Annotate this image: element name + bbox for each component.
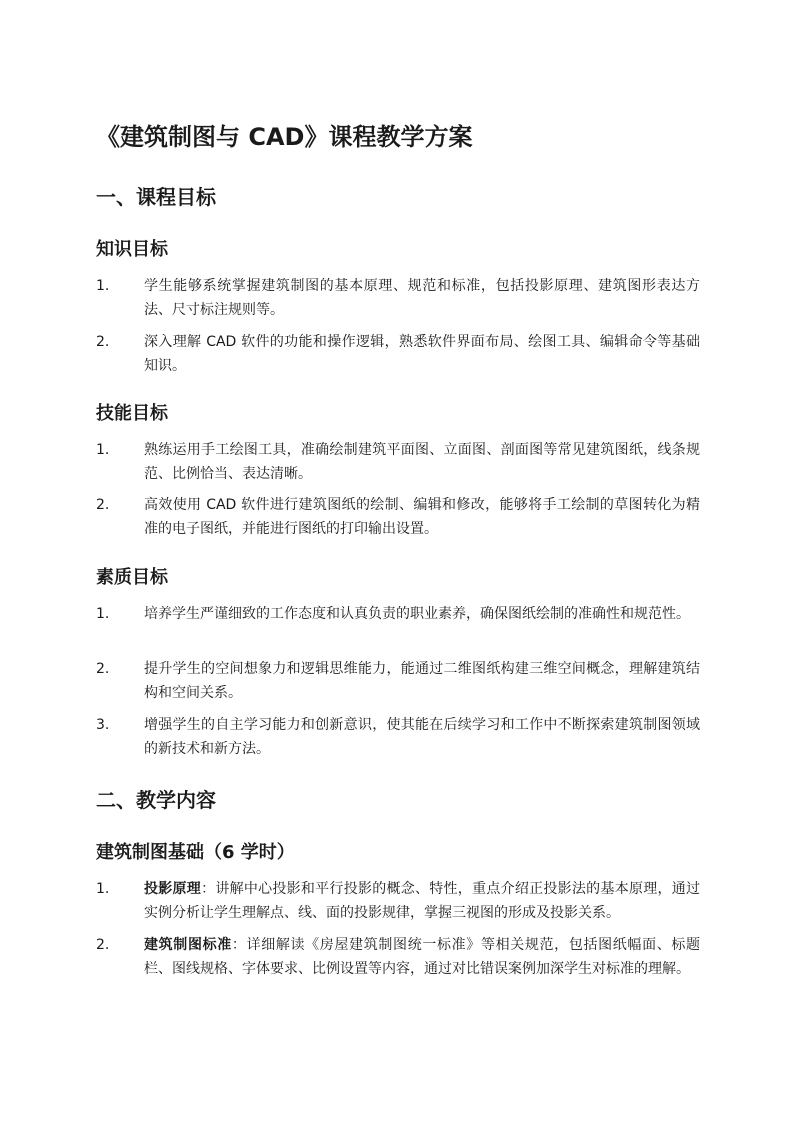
list-item-number: 2. <box>96 497 110 513</box>
list-item-separator: ： <box>201 881 216 897</box>
list-item-number: 3. <box>96 717 110 733</box>
list-item <box>96 493 700 541</box>
list-item-text: 提升学生的空间想象力和逻辑思维能力，能通过二维图纸构建三维空间概念，理解建筑结构和空间关系。 <box>144 661 700 701</box>
list-item-text: 高效使用 CAD 软件进行建筑图纸的绘制、编辑和修改，能够将手工绘制的草图转化为精准的电子图纸，并能进行图纸的打印输出设置。 <box>144 497 700 537</box>
list-item-text <box>144 933 700 981</box>
list-item-number: 1. <box>96 278 110 294</box>
list-item-label: 建筑制图标准 <box>144 937 232 953</box>
list-item-body: 详细解读《房屋建筑制图统一标准》等相关规范，包括图纸幅面、标题栏、图线规格、字体要求、比例设置等内容，通过对比错误案例加深学生对标准的理解。 <box>144 937 701 977</box>
list-item <box>96 713 700 761</box>
list-item-text: 深入理解 CAD 软件的功能和操作逻辑，熟悉软件界面布局、绘图工具、编辑命令等基础知识。 <box>144 334 700 374</box>
list-item <box>96 274 700 322</box>
section-heading-teaching-content: 二、教学内容 <box>96 788 216 812</box>
list-item <box>96 602 700 626</box>
list-item-number: 2. <box>96 661 110 677</box>
list-item-text <box>144 877 700 925</box>
section-heading-course-goals: 一、课程目标 <box>96 185 216 209</box>
list-item-text: 培养学生严谨细致的工作态度和认真负责的职业素养，确保图纸绘制的准确性和规范性。 <box>144 606 690 622</box>
document-title: 《建筑制图与 CAD》课程教学方案 <box>96 123 473 151</box>
subsection-heading-knowledge-goals: 知识目标 <box>96 239 168 260</box>
subsection-heading-drawing-basics: 建筑制图基础（6 学时） <box>96 842 295 863</box>
list-item-label: 投影原理 <box>144 881 202 897</box>
list-item-text: 增强学生的自主学习能力和创新意识，使其能在后续学习和工作中不断探索建筑制图领域的新技术和新方法。 <box>144 717 700 757</box>
list-item <box>96 933 700 981</box>
list-item-number: 2. <box>96 334 110 350</box>
list-item-number: 1. <box>96 606 110 622</box>
list-item-number: 1. <box>96 881 110 897</box>
list-item <box>96 657 700 705</box>
subsection-heading-skill-goals: 技能目标 <box>96 403 168 424</box>
list-item-number: 2. <box>96 937 110 953</box>
list-item-number: 1. <box>96 442 110 458</box>
list-item <box>96 330 700 378</box>
list-item-text: 学生能够系统掌握建筑制图的基本原理、规范和标准，包括投影原理、建筑图形表达方法、尺寸标注规则等。 <box>144 278 700 318</box>
list-item-body: 讲解中心投影和平行投影的概念、特性，重点介绍正投影法的基本原理，通过实例分析让学生理解点、线、面的投影规律，掌握三视图的形成及投影关系。 <box>144 881 701 921</box>
list-item-separator: ： <box>231 937 247 953</box>
subsection-heading-quality-goals: 素质目标 <box>96 567 168 588</box>
list-item-text: 熟练运用手工绘图工具，准确绘制建筑平面图、立面图、剖面图等常见建筑图纸，线条规范、比例恰当、表达清晰。 <box>144 442 700 482</box>
list-item <box>96 438 700 486</box>
list-item <box>96 877 700 925</box>
